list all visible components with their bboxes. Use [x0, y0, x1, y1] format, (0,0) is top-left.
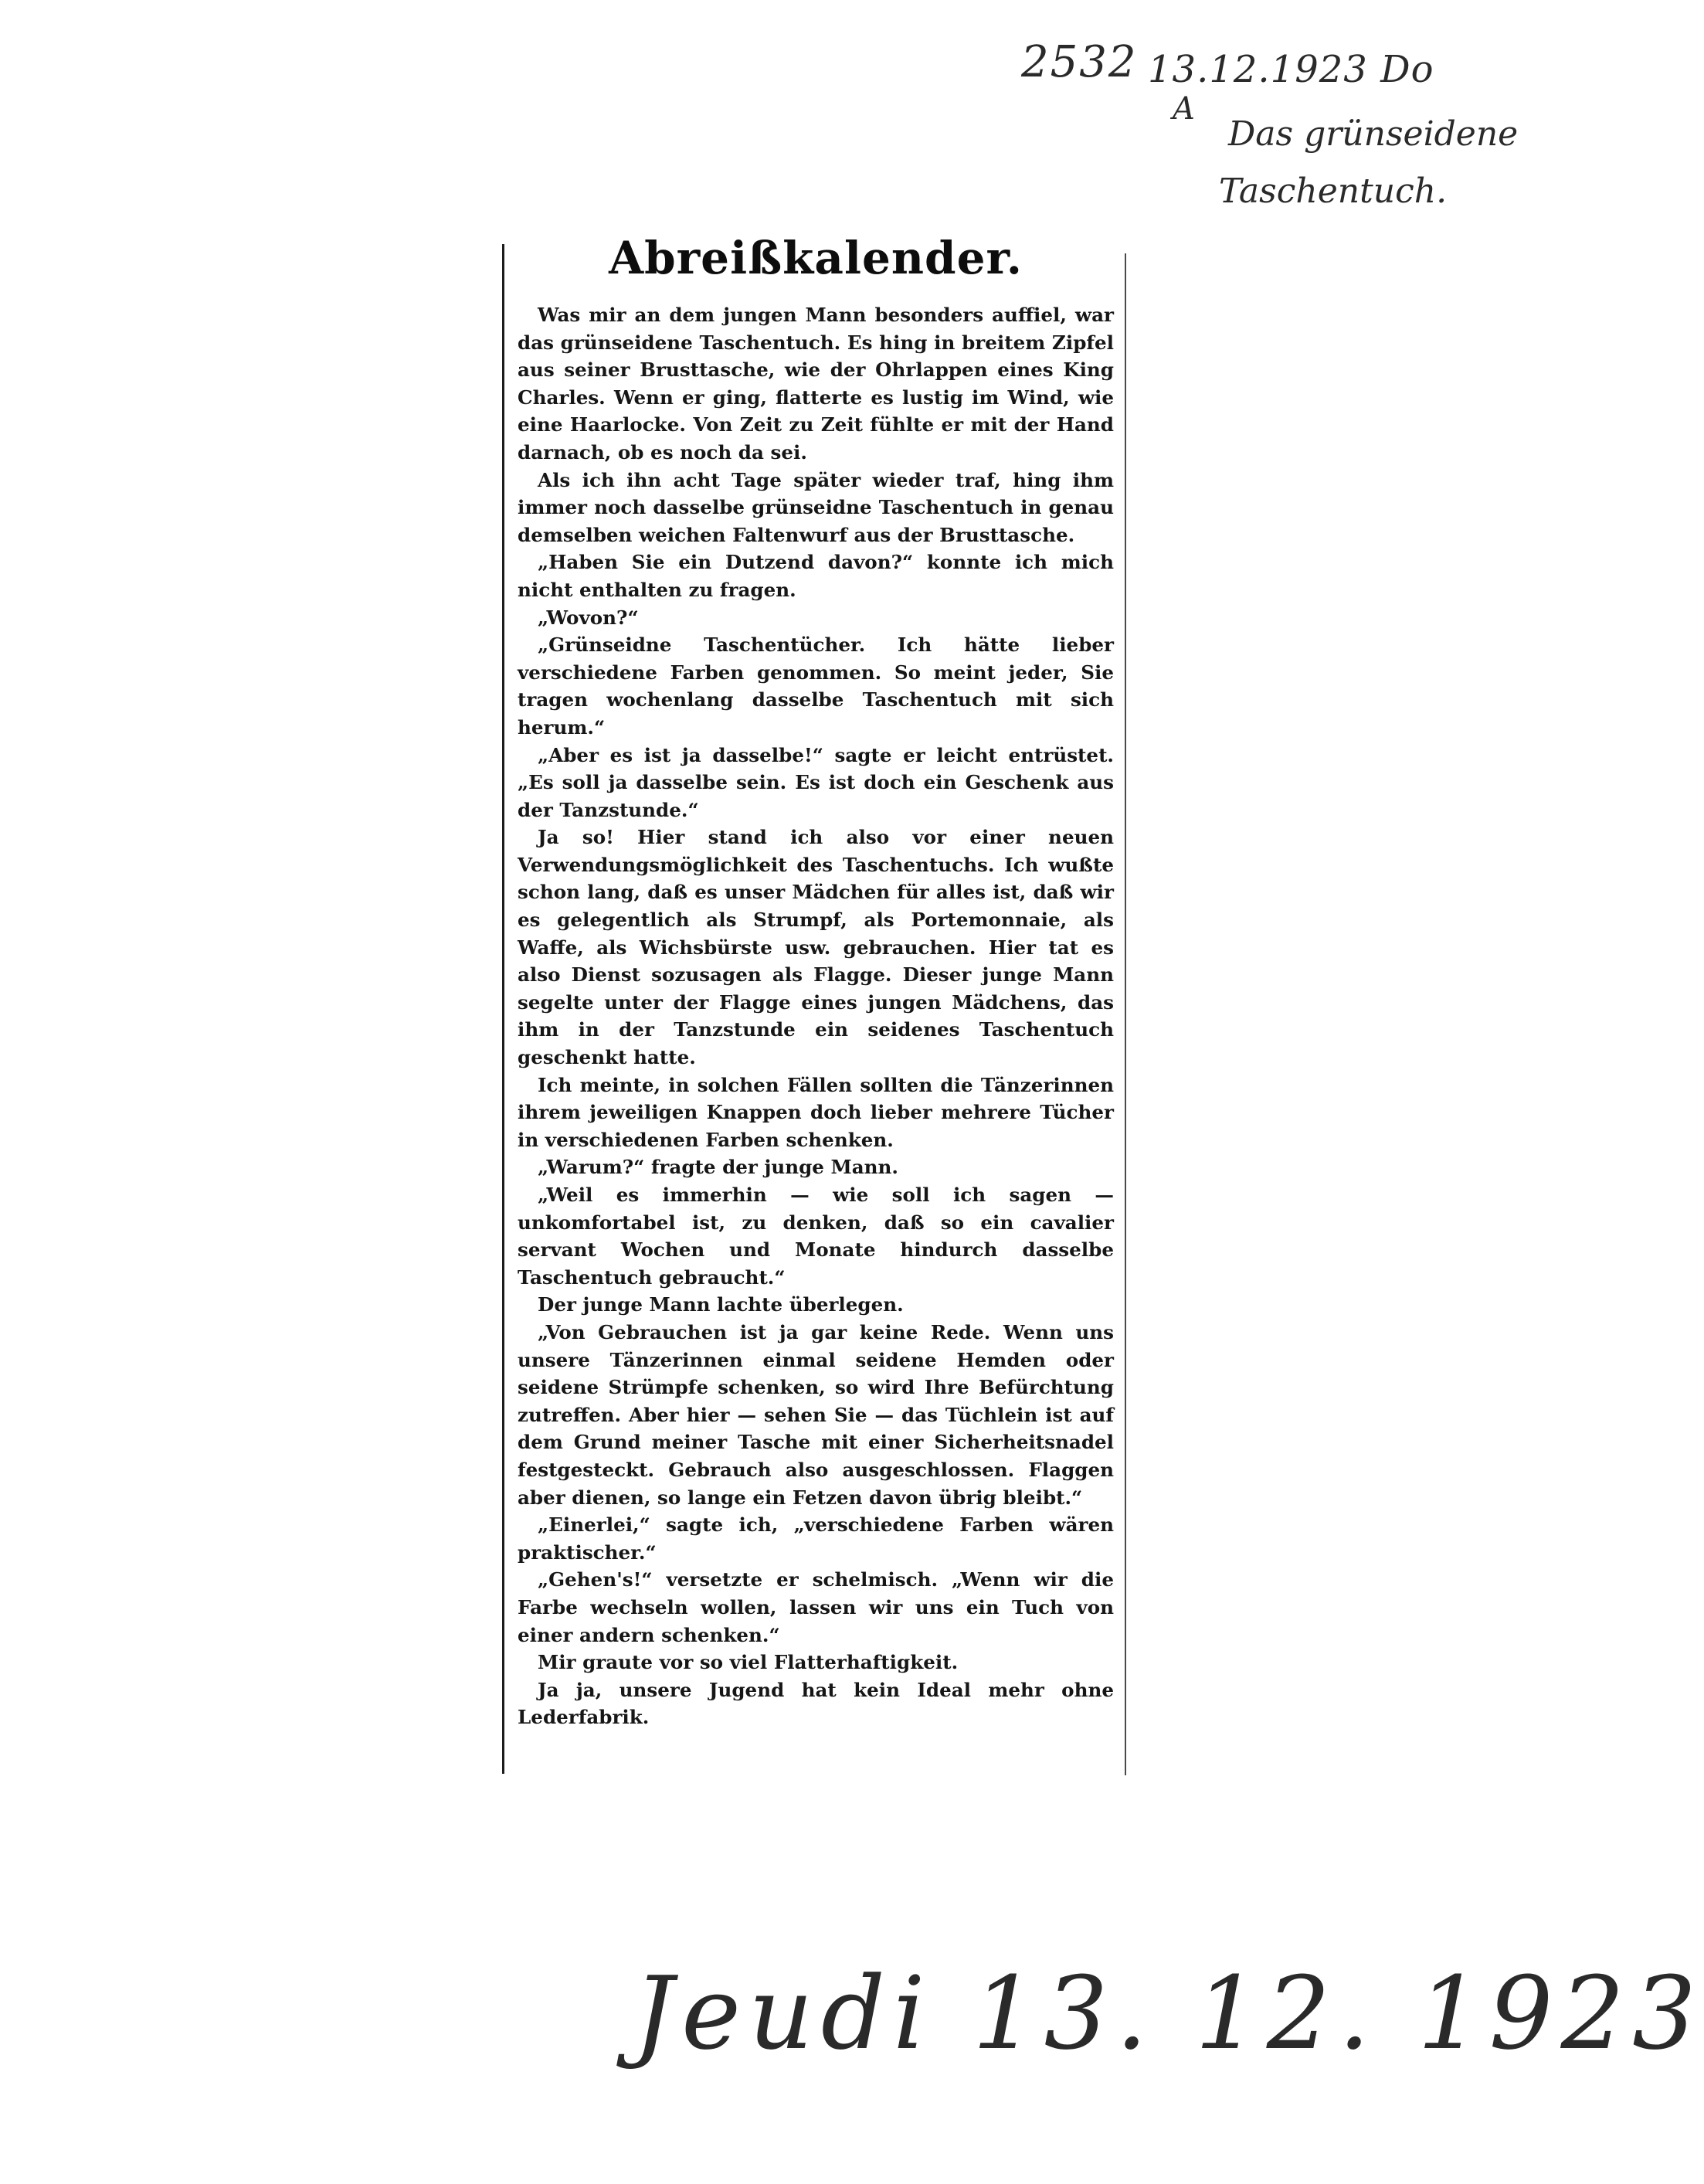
article-body [518, 232, 1114, 1731]
handwritten-title-note-line1: Das grünseidene [1228, 114, 1519, 154]
column-rule-right [1125, 253, 1126, 1775]
article-paragraph: „Warum?“ fragte der junge Mann. [538, 1156, 898, 1179]
article-paragraph: „Einerlei,“ sagte ich, „verschiedene Farben wären praktischer.“ [518, 1513, 1114, 1564]
article-paragraph: Ja so! Hier stand ich also vor einer neuen Verwendungsmöglichkeit des Taschentuchs. Ich wußte schon lang, daß es unser Mädchen für alles ist, daß wir es gelegentlich als Strumpf, als Portemonnaie, als Waffe, als Wichsbürste usw. gebrauchen. Hier tat es also Dienst sozusagen als Flagge. Dieser junge Mann segelte unter der Flagge eines jungen Mädchens, das ihm in der Tanzstunde ein seidenes Taschentuch geschenkt hatte. [518, 826, 1114, 1069]
article-paragraph: Als ich ihn acht Tage später wieder traf, hing ihm immer noch dasselbe grünseidne Taschentuch in genau demselben weichen Faltenwurf aus der Brusttasche. [518, 468, 1114, 546]
article-paragraph: Mir graute vor so viel Flatterhaftigkeit. [538, 1651, 959, 1674]
article-paragraph: „Haben Sie ein Dutzend davon?“ konnte ich mich nicht enthalten zu fragen. [518, 551, 1114, 601]
handwritten-reference-number: 2532 [1021, 37, 1138, 87]
article-headline: Abreißkalender. [609, 232, 1023, 284]
handwritten-mark: A [1173, 91, 1195, 127]
article-paragraph: „Weil es immerhin — wie soll ich sagen — unkomfortabel ist, zu denken, daß so ein cavalier servant Wochen und Monate hindurch dasselbe Taschentuch gebraucht.“ [518, 1184, 1114, 1289]
article-paragraph: Was mir an dem jungen Mann besonders auffiel, war das grünseidene Taschentuch. Es hing in breitem Zipfel aus seiner Brusttasche, wie der Ohrlappen eines King Charles. Wenn er ging, flatterte es lustig im Wind, wie eine Haarlocke. Von Zeit zu Zeit fühlte er mit der Hand darnach, ob es noch da sei. [518, 304, 1114, 464]
article-paragraph: „Von Gebrauchen ist ja gar keine Rede. Wenn uns unsere Tänzerinnen einmal seidene Hemden oder seidene Strümpfe schenken, so wird Ihre Befürchtung zutreffen. Aber hier — sehen Sie — das Tüchlein ist auf dem Grund meiner Tasche mit einer Sicherheitsnadel festgesteckt. Gebrauch also ausgeschlossen. Flaggen aber dienen, so lange ein Fetzen davon übrig bleibt.“ [518, 1320, 1114, 1509]
newspaper-clipping [502, 232, 1126, 1783]
article-paragraph: Ich meinte, in solchen Fällen sollten die Tänzerinnen ihrem jeweiligen Knappen doch lieber mehrere Tücher in verschiedenen Farben schenken. [518, 1073, 1114, 1151]
article-paragraph: „Aber es ist ja dasselbe!“ sagte er leicht entrüstet. „Es soll ja dasselbe sein. Es ist doch ein Geschenk aus der Tanzstunde.“ [518, 743, 1114, 821]
article-paragraph: „Grünseidne Taschentücher. Ich hätte lieber verschiedene Farben genommen. So meint jeder, Sie tragen wochenlang dasselbe Taschentuch mit sich herum.“ [518, 633, 1114, 739]
article-paragraph: „Gehen's!“ versetzte er schelmisch. „Wenn wir die Farbe wechseln wollen, lassen wir uns ein Tuch von einer andern schenken.“ [518, 1568, 1114, 1646]
article-paragraph: „Wovon?“ [538, 606, 639, 629]
article-paragraph: Ja ja, unsere Jugend hat kein Ideal mehr ohne Lederfabrik. [518, 1678, 1114, 1729]
handwritten-bottom-date: Jeudi 13. 12. 1923 [633, 1955, 1704, 2072]
article-paragraph: Der junge Mann lachte überlegen. [538, 1293, 904, 1316]
column-rule-left [502, 244, 504, 1774]
handwritten-reference-date: 13.12.1923 Do [1148, 48, 1434, 91]
handwritten-title-note-line2: Taschentuch. [1219, 172, 1448, 211]
